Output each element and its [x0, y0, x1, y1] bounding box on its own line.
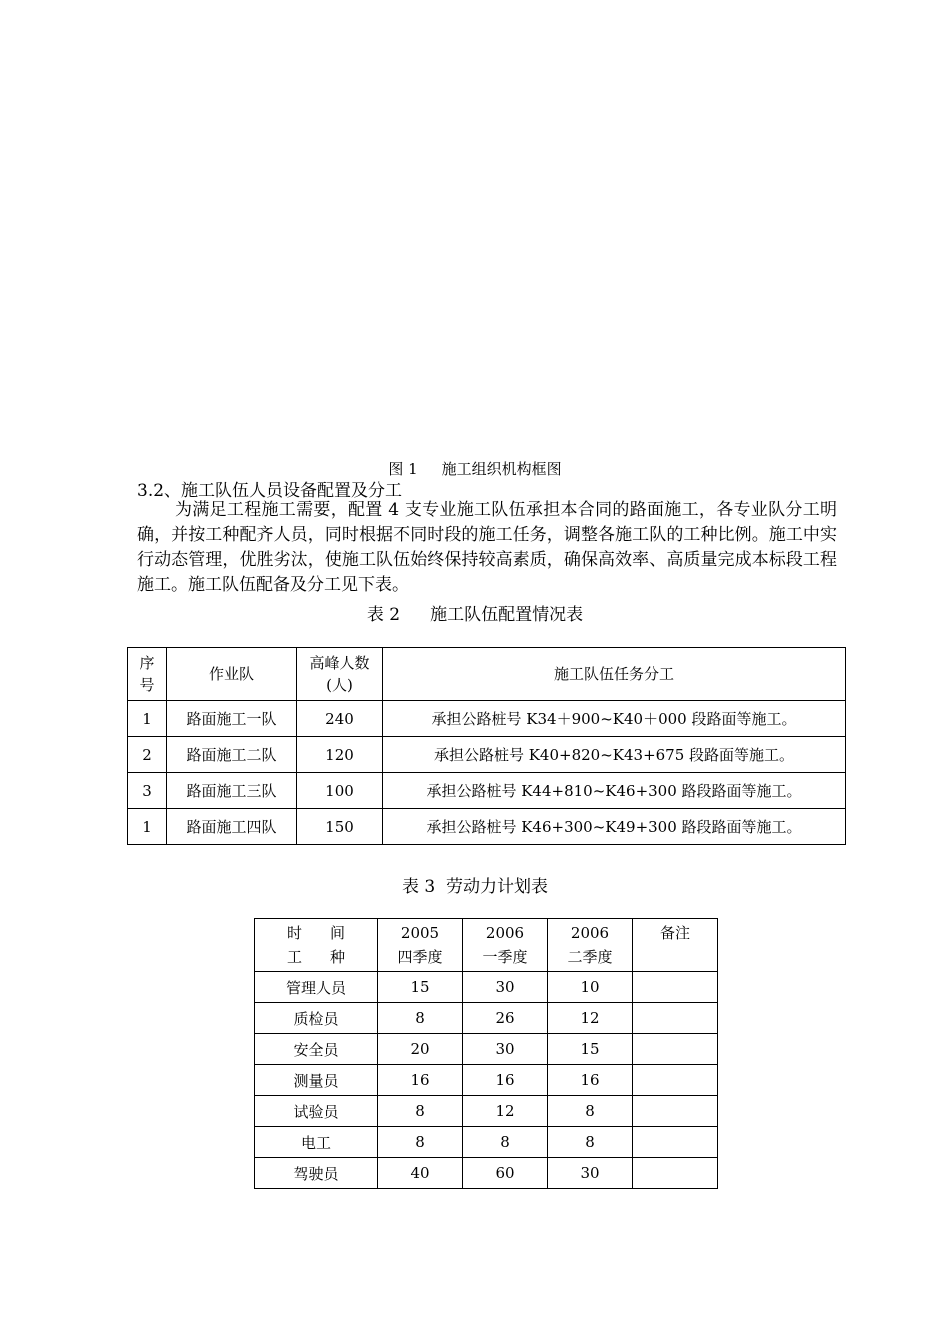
table3-caption: [0, 872, 950, 897]
cell-team: 路面施工四队: [167, 809, 297, 845]
table-row: [128, 773, 846, 809]
table3-caption-title: 劳动力计划表: [446, 877, 549, 897]
table-header-row: [255, 919, 718, 972]
table-row: [128, 701, 846, 737]
figure-label: 图 1: [388, 460, 418, 478]
cell-type: 电工: [255, 1127, 378, 1158]
cell-type: 驾驶员: [255, 1158, 378, 1189]
table3-caption-label: 表 3: [401, 877, 436, 897]
cell-value: 8: [378, 1096, 463, 1127]
cell-seq: 1: [128, 701, 167, 737]
cell-type: 试验员: [255, 1096, 378, 1127]
table-row: [255, 1003, 718, 1034]
cell-peak: 100: [297, 773, 383, 809]
cell-seq: 3: [128, 773, 167, 809]
cell-team: 路面施工一队: [167, 701, 297, 737]
cell-type: 质检员: [255, 1003, 378, 1034]
cell-value: 16: [548, 1065, 633, 1096]
cell-value: 8: [463, 1127, 548, 1158]
cell-peak: 150: [297, 809, 383, 845]
header-seq: 序 号: [128, 648, 167, 701]
cell-remark: [633, 1065, 718, 1096]
section-paragraph: 为满足工程施工需要，配置 4 支专业施工队伍承担本合同的路面施工，各专业队分工明确，并按工种配齐人员，同时根据不同时段的施工任务，调整各施工队的工种比例。施工中实行动态管理，优胜劣汰，使施工队伍始终保持较高素质，确保高效率、高质量完成本标段工程施工。施工队伍配备及分工见下表。: [137, 500, 837, 595]
table2-caption-label: 表 2: [366, 605, 401, 625]
cell-team: 路面施工二队: [167, 737, 297, 773]
team-allocation-table: [127, 647, 846, 845]
labor-plan-table: [254, 918, 718, 1189]
table2-caption-title: 施工队伍配置情况表: [430, 605, 584, 625]
table-row: [255, 1158, 718, 1189]
table-header-row: [128, 648, 846, 701]
header-team: 作业队: [167, 648, 297, 701]
cell-value: 15: [378, 972, 463, 1003]
cell-task: 承担公路桩号 K44+810~K46+300 路段路面等施工。: [383, 773, 846, 809]
cell-peak: 120: [297, 737, 383, 773]
cell-type: 测量员: [255, 1065, 378, 1096]
table-row: [255, 1096, 718, 1127]
cell-remark: [633, 1127, 718, 1158]
table-row: [128, 737, 846, 773]
table2-caption: [0, 600, 950, 625]
cell-remark: [633, 1096, 718, 1127]
cell-value: 8: [548, 1096, 633, 1127]
cell-value: 15: [548, 1034, 633, 1065]
cell-value: 40: [378, 1158, 463, 1189]
header-period: 2006 二季度: [548, 919, 633, 972]
cell-value: 30: [548, 1158, 633, 1189]
cell-value: 60: [463, 1158, 548, 1189]
cell-value: 12: [463, 1096, 548, 1127]
section-heading: 3.2、施工队伍人员设备配置及分工: [137, 481, 403, 498]
cell-team: 路面施工三队: [167, 773, 297, 809]
cell-remark: [633, 1003, 718, 1034]
header-period: 2006 一季度: [463, 919, 548, 972]
cell-type: 安全员: [255, 1034, 378, 1065]
cell-value: 12: [548, 1003, 633, 1034]
cell-task: 承担公路桩号 K46+300~K49+300 路段路面等施工。: [383, 809, 846, 845]
cell-seq: 2: [128, 737, 167, 773]
cell-task: 承担公路桩号 K40+820~K43+675 段路面等施工。: [383, 737, 846, 773]
cell-value: 8: [378, 1127, 463, 1158]
table-row: [255, 1034, 718, 1065]
cell-type: 管理人员: [255, 972, 378, 1003]
cell-value: 20: [378, 1034, 463, 1065]
cell-seq: 1: [128, 809, 167, 845]
cell-value: 30: [463, 972, 548, 1003]
cell-value: 16: [463, 1065, 548, 1096]
table-row: [128, 809, 846, 845]
figure-title: 施工组织机构框图: [441, 460, 562, 478]
table-row: [255, 1127, 718, 1158]
header-peak: 高峰人数 (人): [297, 648, 383, 701]
cell-value: 16: [378, 1065, 463, 1096]
table-row: [255, 1065, 718, 1096]
cell-value: 10: [548, 972, 633, 1003]
cell-remark: [633, 1158, 718, 1189]
header-time-type: 时 间 工 种: [255, 919, 378, 972]
table-row: [255, 972, 718, 1003]
cell-task: 承担公路桩号 K34＋900~K40＋000 段路面等施工。: [383, 701, 846, 737]
cell-value: 8: [548, 1127, 633, 1158]
header-period: 2005 四季度: [378, 919, 463, 972]
cell-peak: 240: [297, 701, 383, 737]
cell-value: 8: [378, 1003, 463, 1034]
cell-remark: [633, 1034, 718, 1065]
header-task: 施工队伍任务分工: [383, 648, 846, 701]
cell-remark: [633, 972, 718, 1003]
header-remark: 备注: [633, 919, 718, 972]
cell-value: 26: [463, 1003, 548, 1034]
cell-value: 30: [463, 1034, 548, 1065]
